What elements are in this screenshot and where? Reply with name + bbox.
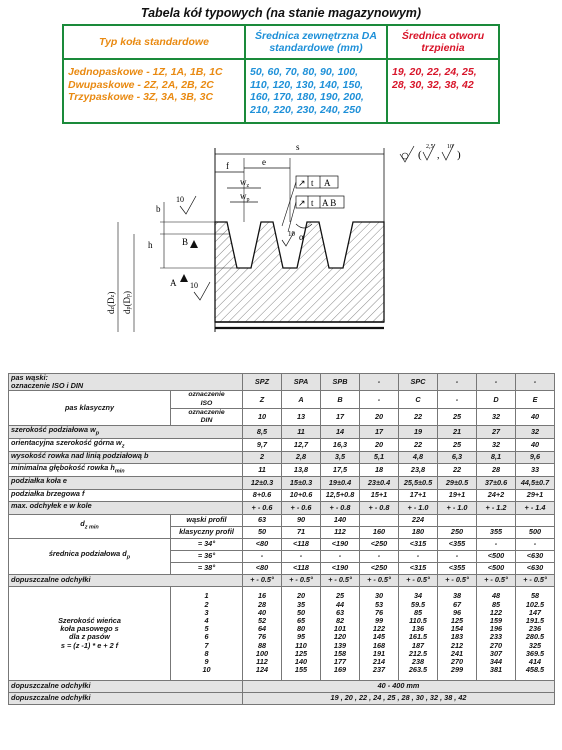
iso-value: Z bbox=[243, 391, 282, 408]
type-triple: Trzypaskowe - 3Z, 3A, 3B, 3C bbox=[68, 91, 214, 103]
standard-wheels-table bbox=[62, 24, 500, 124]
pitch-diameter-value: <630 bbox=[516, 562, 555, 574]
narrow-value bbox=[360, 514, 399, 526]
pitch-diameter-value: - bbox=[321, 550, 360, 562]
label-dp: d bbox=[122, 309, 132, 314]
din-value: 32 bbox=[477, 408, 516, 425]
tolerance-value: + - 0.5° bbox=[321, 574, 360, 586]
param-value: 24+2 bbox=[477, 489, 516, 502]
iso-value: - bbox=[360, 391, 399, 408]
header-narrow-belt: pas wąski: oznaczenie ISO i DIN bbox=[9, 374, 243, 391]
param-label: orientacyjna szerokość górna $w_z$ bbox=[9, 438, 243, 451]
pitch-diameter-value: - bbox=[516, 538, 555, 550]
diameter-line: 50, 60, 70, 80, 90, 100, bbox=[250, 66, 359, 78]
tol-1-ref: A bbox=[324, 178, 331, 188]
param-label: minimalna głębokość rowka $h_{min}$ bbox=[9, 464, 243, 477]
param-value: + - 1.0 bbox=[399, 502, 438, 515]
tolerance-value: + - 0.5° bbox=[516, 574, 555, 586]
classic-value: 71 bbox=[282, 526, 321, 538]
param-value: 17 bbox=[360, 426, 399, 439]
param-value: + - 0.6 bbox=[282, 502, 321, 515]
din-value: 13 bbox=[282, 408, 321, 425]
iso-value: C bbox=[399, 391, 438, 408]
header-cell: SPZ bbox=[243, 374, 282, 391]
param-value: 19 bbox=[399, 426, 438, 439]
param-value: 33 bbox=[516, 464, 555, 477]
tol-2-val: t bbox=[311, 198, 314, 208]
width-column: 20 35 50 65 80 95 110 125 140 155 bbox=[282, 586, 321, 680]
label-h: h bbox=[148, 240, 153, 250]
classic-value: 112 bbox=[321, 526, 360, 538]
pitch-diameter-value: <355 bbox=[438, 538, 477, 550]
pitch-diameter-value: <315 bbox=[399, 538, 438, 550]
narrow-profile-label: wąski profil bbox=[171, 514, 243, 526]
pitch-diameter-value: - bbox=[243, 550, 282, 562]
width-column: 34 59.5 85 110.5 136 161.5 187 212.5 238 263.5 bbox=[399, 586, 438, 680]
param-value: 29±0.5 bbox=[438, 476, 477, 489]
tolerance-label: dopuszczalne odchyłki bbox=[9, 680, 243, 692]
rim-width-label: Szerokość wieńca koła pasowego s dla z pasów s = (z -1) * e + 2 f bbox=[9, 586, 171, 680]
tolerance-value: + - 0.5° bbox=[282, 574, 321, 586]
narrow-value: 224 bbox=[399, 514, 438, 526]
iso-value: A bbox=[282, 391, 321, 408]
label-dp-par-sub: p bbox=[126, 294, 132, 297]
narrow-value: 90 bbox=[282, 514, 321, 526]
param-value: + - 1.0 bbox=[438, 502, 477, 515]
pitch-diameter-value: - bbox=[477, 538, 516, 550]
param-value: 17+1 bbox=[399, 489, 438, 502]
tolerance-range: 40 - 400 mm bbox=[243, 680, 555, 692]
label-alpha: α bbox=[299, 232, 304, 242]
header-cell: - bbox=[477, 374, 516, 391]
param-value: 8,1 bbox=[477, 451, 516, 464]
svg-text:wz bbox=[240, 177, 250, 189]
param-value: 2,8 bbox=[282, 451, 321, 464]
pitch-diameter-label: średnica podziałowa $d_p$ bbox=[9, 538, 171, 574]
groove-angle: = 38° bbox=[171, 562, 243, 574]
belt-count: 1 2 3 4 5 6 7 8 9 10 bbox=[171, 586, 243, 680]
classic-value: 250 bbox=[438, 526, 477, 538]
param-value: 6,3 bbox=[438, 451, 477, 464]
width-column: 30 53 76 99 122 145 168 191 214 237 bbox=[360, 586, 399, 680]
classic-value: 500 bbox=[516, 526, 555, 538]
pitch-diameter-value: <250 bbox=[360, 562, 399, 574]
svg-text:): ) bbox=[457, 149, 461, 161]
svg-text:dz(Dz) bbox=[106, 292, 116, 314]
diameter-line: 210, 220, 230, 240, 250 bbox=[250, 103, 361, 116]
label-dp-par: (D bbox=[122, 297, 132, 307]
bore-list: 19 , 20 , 22 , 24 , 25 , 28 , 30 , 32 , 38 , 42 bbox=[243, 692, 555, 704]
pitch-diameter-value: <190 bbox=[321, 562, 360, 574]
param-label: szerokość podziałowa $w_p$ bbox=[9, 426, 243, 439]
param-value: + - 0.8 bbox=[360, 502, 399, 515]
classic-value: 50 bbox=[243, 526, 282, 538]
type-double: Dwupaskowe - 2Z, 2A, 2B, 2C bbox=[68, 78, 214, 91]
param-value: 29+1 bbox=[516, 489, 555, 502]
label-wp: w bbox=[240, 191, 247, 201]
pitch-diameter-value: - bbox=[360, 550, 399, 562]
param-value: 13,8 bbox=[282, 464, 321, 477]
pitch-diameter-value: <500 bbox=[477, 550, 516, 562]
param-value: 27 bbox=[477, 426, 516, 439]
pitch-diameter-value: <500 bbox=[477, 562, 516, 574]
header-cell: SPA bbox=[282, 374, 321, 391]
din-value: 25 bbox=[438, 408, 477, 425]
svg-text:(: ( bbox=[418, 149, 422, 161]
iso-label: oznaczenie ISO bbox=[171, 391, 243, 408]
roughness-left: 10 bbox=[288, 230, 295, 238]
narrow-value: 63 bbox=[243, 514, 282, 526]
pitch-diameter-value: <315 bbox=[399, 562, 438, 574]
label-wz: w bbox=[240, 177, 247, 187]
param-value: 25 bbox=[438, 438, 477, 451]
label-B: B bbox=[182, 237, 189, 247]
param-value: 22 bbox=[399, 438, 438, 451]
param-value: 17,5 bbox=[321, 464, 360, 477]
diameter-line: 110, 120, 130, 140, 150, bbox=[250, 78, 364, 91]
param-value: 19+1 bbox=[438, 489, 477, 502]
din-value: 17 bbox=[321, 408, 360, 425]
param-value: 2 bbox=[243, 451, 282, 464]
label-e: e bbox=[262, 157, 266, 167]
narrow-value bbox=[477, 514, 516, 526]
param-value: 10+0.6 bbox=[282, 489, 321, 502]
roughness-main: 10 bbox=[176, 195, 184, 204]
pitch-diameter-value: <80 bbox=[243, 562, 282, 574]
pitch-diameter-value: <355 bbox=[438, 562, 477, 574]
param-value: + - 0.8 bbox=[321, 502, 360, 515]
width-column: 25 44 63 82 101 120 139 158 177 169 bbox=[321, 586, 360, 680]
surface-2: 10 bbox=[447, 144, 453, 150]
param-value: 15±0.3 bbox=[282, 476, 321, 489]
tolerance-value: + - 0.5° bbox=[399, 574, 438, 586]
param-value: 37±0.6 bbox=[477, 476, 516, 489]
pitch-diameter-value: - bbox=[438, 550, 477, 562]
classic-profile-label: klasyczny profil bbox=[171, 526, 243, 538]
classic-value: 160 bbox=[360, 526, 399, 538]
narrow-value bbox=[438, 514, 477, 526]
iso-value: D bbox=[477, 391, 516, 408]
bore-line: 28, 30, 32, 38, 42 bbox=[392, 78, 474, 91]
pitch-diameter-value: <630 bbox=[516, 550, 555, 562]
label-dp-close: ) bbox=[122, 291, 132, 294]
param-value: 21 bbox=[438, 426, 477, 439]
narrow-value: 140 bbox=[321, 514, 360, 526]
param-value: 22 bbox=[438, 464, 477, 477]
param-value: + - 1.4 bbox=[516, 502, 555, 515]
param-value: 23,8 bbox=[399, 464, 438, 477]
width-column: 16 28 40 52 64 76 88 100 112 124 bbox=[243, 586, 282, 680]
tol-1-sym: ↗ bbox=[298, 178, 306, 188]
narrow-value bbox=[516, 514, 555, 526]
param-value: 14 bbox=[321, 426, 360, 439]
groove-angle: = 34° bbox=[171, 538, 243, 550]
param-value: 32 bbox=[516, 426, 555, 439]
pitch-diameter-value: <118 bbox=[282, 562, 321, 574]
iso-value: B bbox=[321, 391, 360, 408]
svg-text:wp bbox=[240, 191, 250, 203]
classic-belt-label: pas klasyczny bbox=[9, 391, 171, 426]
pitch-diameter-value: - bbox=[282, 550, 321, 562]
param-value: 3,5 bbox=[321, 451, 360, 464]
param-value: 8,5 bbox=[243, 426, 282, 439]
dzmin-label: $d_{z min}$ bbox=[9, 514, 171, 538]
tolerance-value: + - 0.5° bbox=[438, 574, 477, 586]
param-value: 19±0.4 bbox=[321, 476, 360, 489]
param-value: 16,3 bbox=[321, 438, 360, 451]
tolerance-value: + - 0.5° bbox=[360, 574, 399, 586]
header-cell: - bbox=[438, 374, 477, 391]
tol-2-sym: ↗ bbox=[298, 198, 306, 208]
din-label: oznaczenie DIN bbox=[171, 408, 243, 425]
pitch-diameter-value: <80 bbox=[243, 538, 282, 550]
diameter-line: 160, 170, 180, 190, 200, bbox=[250, 91, 364, 103]
header-type: Typ koła standardowe bbox=[63, 25, 245, 59]
svg-text:dp(Dp) bbox=[122, 291, 132, 314]
din-value: 20 bbox=[360, 408, 399, 425]
label-s: s bbox=[296, 142, 300, 152]
param-value: 12±0.3 bbox=[243, 476, 282, 489]
tol-2-ref: A B bbox=[322, 198, 337, 208]
tol-1-val: t bbox=[311, 178, 314, 188]
pitch-diameter-value: - bbox=[399, 550, 438, 562]
param-value: 12,7 bbox=[282, 438, 321, 451]
svg-text:,: , bbox=[437, 150, 440, 161]
label-dz-par-sub: z bbox=[110, 294, 116, 298]
param-value: 15+1 bbox=[360, 489, 399, 502]
roughness-a: 10 bbox=[190, 281, 198, 290]
param-value: 23±0.4 bbox=[360, 476, 399, 489]
param-label: wysokość rowka nad linią podziałową b bbox=[9, 451, 243, 464]
groove-spec-table bbox=[8, 373, 555, 705]
label-dz-close: ) bbox=[106, 291, 116, 295]
bore-line: 19, 20, 22, 24, 25, bbox=[392, 66, 477, 78]
din-value: 22 bbox=[399, 408, 438, 425]
header-bore: Średnica otworu trzpienia bbox=[387, 25, 499, 59]
tolerance-label: dopuszczalne odchyłki bbox=[9, 692, 243, 704]
pitch-diameter-value: <190 bbox=[321, 538, 360, 550]
param-value: 9,6 bbox=[516, 451, 555, 464]
page-title: Tabela kół typowych (na stanie magazynowym) bbox=[140, 6, 422, 20]
header-cell: - bbox=[516, 374, 555, 391]
din-value: 10 bbox=[243, 408, 282, 425]
tolerance-label: dopuszczalne odchyłki bbox=[9, 574, 243, 586]
param-value: 32 bbox=[477, 438, 516, 451]
width-column: 58 102.5 147 191.5 236 280.5 325 369.5 414 458.5 bbox=[516, 586, 555, 680]
label-A: A bbox=[170, 278, 177, 288]
label-dz: d bbox=[106, 309, 116, 314]
groove-angle: = 36° bbox=[171, 550, 243, 562]
surface-1: 2,5 bbox=[426, 144, 434, 150]
param-label: max. odchyłek e w kole bbox=[9, 502, 243, 515]
param-value: 9,7 bbox=[243, 438, 282, 451]
header-cell: SPC bbox=[399, 374, 438, 391]
header-diameter: Średnica zewnętrzna DA standardowe (mm) bbox=[245, 25, 387, 59]
param-value: 5,1 bbox=[360, 451, 399, 464]
label-wp-sub: p bbox=[246, 197, 250, 203]
pitch-diameter-value: <118 bbox=[282, 538, 321, 550]
param-value: + - 0.6 bbox=[243, 502, 282, 515]
label-wz-sub: z bbox=[246, 183, 250, 189]
param-value: 44,5±0.7 bbox=[516, 476, 555, 489]
label-f: f bbox=[226, 161, 229, 171]
classic-value: 355 bbox=[477, 526, 516, 538]
param-label: podziałka koła e bbox=[9, 476, 243, 489]
width-column: 48 85 122 159 196 233 270 307 344 381 bbox=[477, 586, 516, 680]
param-value: 28 bbox=[477, 464, 516, 477]
label-dz-par: (D bbox=[106, 297, 116, 307]
param-value: + - 1.2 bbox=[477, 502, 516, 515]
param-value: 40 bbox=[516, 438, 555, 451]
header-cell: SPB bbox=[321, 374, 360, 391]
label-dz-sub: z bbox=[110, 306, 116, 310]
tolerance-value: + - 0.5° bbox=[477, 574, 516, 586]
param-value: 25,5±0.5 bbox=[399, 476, 438, 489]
classic-value: 180 bbox=[399, 526, 438, 538]
label-dp-sub: p bbox=[126, 306, 132, 310]
iso-value: - bbox=[438, 391, 477, 408]
tolerance-value: + - 0.5° bbox=[243, 574, 282, 586]
param-label: podziałka brzegowa f bbox=[9, 489, 243, 502]
width-column: 38 67 96 125 154 183 212 241 270 299 bbox=[438, 586, 477, 680]
label-b: b bbox=[156, 204, 161, 214]
param-value: 11 bbox=[282, 426, 321, 439]
pulley-groove-drawing bbox=[100, 136, 470, 342]
param-value: 8+0.6 bbox=[243, 489, 282, 502]
iso-value: E bbox=[516, 391, 555, 408]
header-cell: - bbox=[360, 374, 399, 391]
param-value: 12,5+0.8 bbox=[321, 489, 360, 502]
din-value: 40 bbox=[516, 408, 555, 425]
pitch-diameter-value: <250 bbox=[360, 538, 399, 550]
param-value: 4,8 bbox=[399, 451, 438, 464]
type-single: Jednopaskowe - 1Z, 1A, 1B, 1C bbox=[68, 66, 223, 78]
param-value: 20 bbox=[360, 438, 399, 451]
param-value: 11 bbox=[243, 464, 282, 477]
param-value: 18 bbox=[360, 464, 399, 477]
